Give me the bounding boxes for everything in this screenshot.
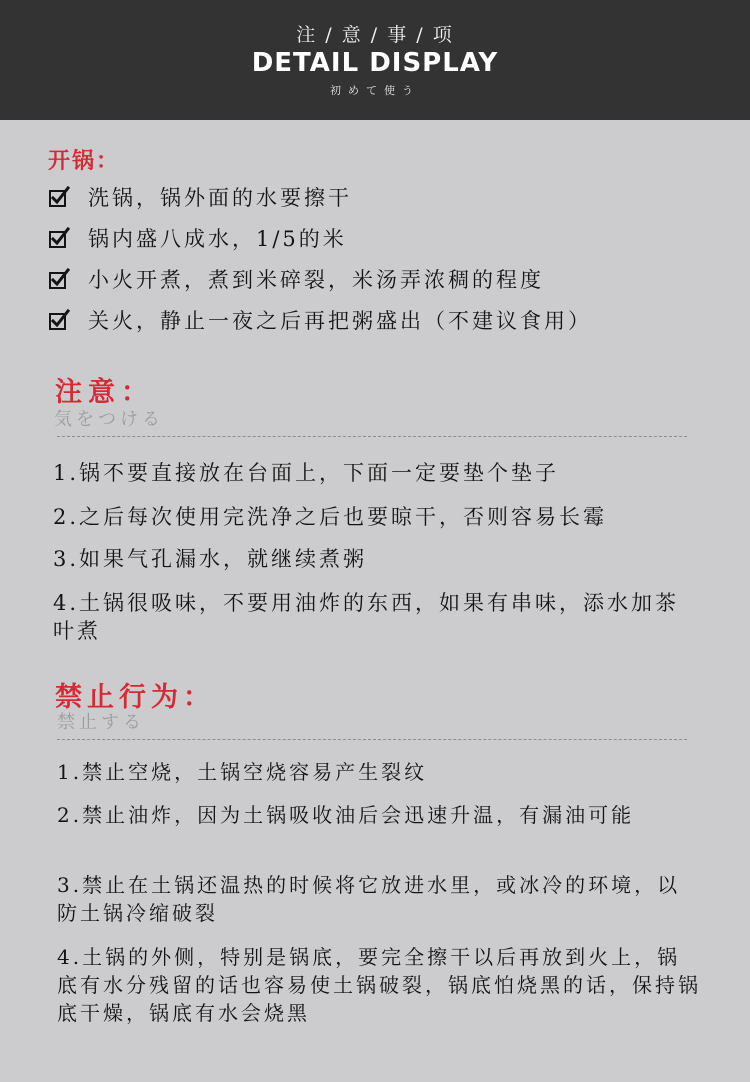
open-pot-title: 开锅： [48,149,121,174]
header-banner [0,0,750,120]
check-item [48,263,544,295]
attention-item: 2.之后每次使用完洗净之后也要晾干，否则容易长霉 [53,505,608,529]
prohibited-subtitle: 禁止する [57,712,145,733]
attention-item: 3.如果气孔漏水，就继续煮粥 [53,547,368,571]
prohibited-item: 3.禁止在土锅还温热的时候将它放进水里，或冰冷的环境，以防土锅冷缩破裂 [57,873,681,925]
attention-subtitle: 気をつける [54,409,164,430]
checkbox-checked-icon [48,309,70,331]
header-jp-subtitle: 初めて使う [330,84,420,97]
divider [57,739,687,740]
prohibited-item: 2.禁止油炸，因为土锅吸收油后会迅速升温，有漏油可能 [57,803,635,827]
checkbox-checked-icon [48,186,70,208]
check-item-text: 小火开煮，煮到米碎裂，米汤弄浓稠的程度 [88,268,544,292]
prohibited-item: 1.禁止空烧，土锅空烧容易产生裂纹 [57,760,428,784]
divider [57,436,687,437]
check-item [48,222,347,254]
check-item [48,181,352,213]
attention-item: 4.土锅很吸味，不要用油炸的东西，如果有串味，添水加茶叶煮 [53,591,680,643]
prohibited-title: 禁止行为： [55,682,215,713]
check-item [48,304,592,336]
checkbox-checked-icon [48,268,70,290]
prohibited-item: 4.土锅的外侧，特别是锅底，要完全擦干以后再放到火上，锅底有水分残留的话也容易使土锅破裂，锅底怕烧黑的话，保持锅底干燥，锅底有水会烧黑 [57,945,701,1025]
header-en-title: DETAIL DISPLAY [251,48,499,78]
check-item-text: 洗锅，锅外面的水要擦干 [88,186,352,210]
header-cn-title: 注 / 意 / 事 / 项 [296,24,454,46]
attention-title: 注意： [55,377,154,408]
check-item-text: 锅内盛八成水，1/5的米 [88,227,347,251]
attention-item: 1.锅不要直接放在台面上，下面一定要垫个垫子 [53,461,560,485]
check-item-text: 关火，静止一夜之后再把粥盛出（不建议食用） [88,309,592,333]
checkbox-checked-icon [48,227,70,249]
